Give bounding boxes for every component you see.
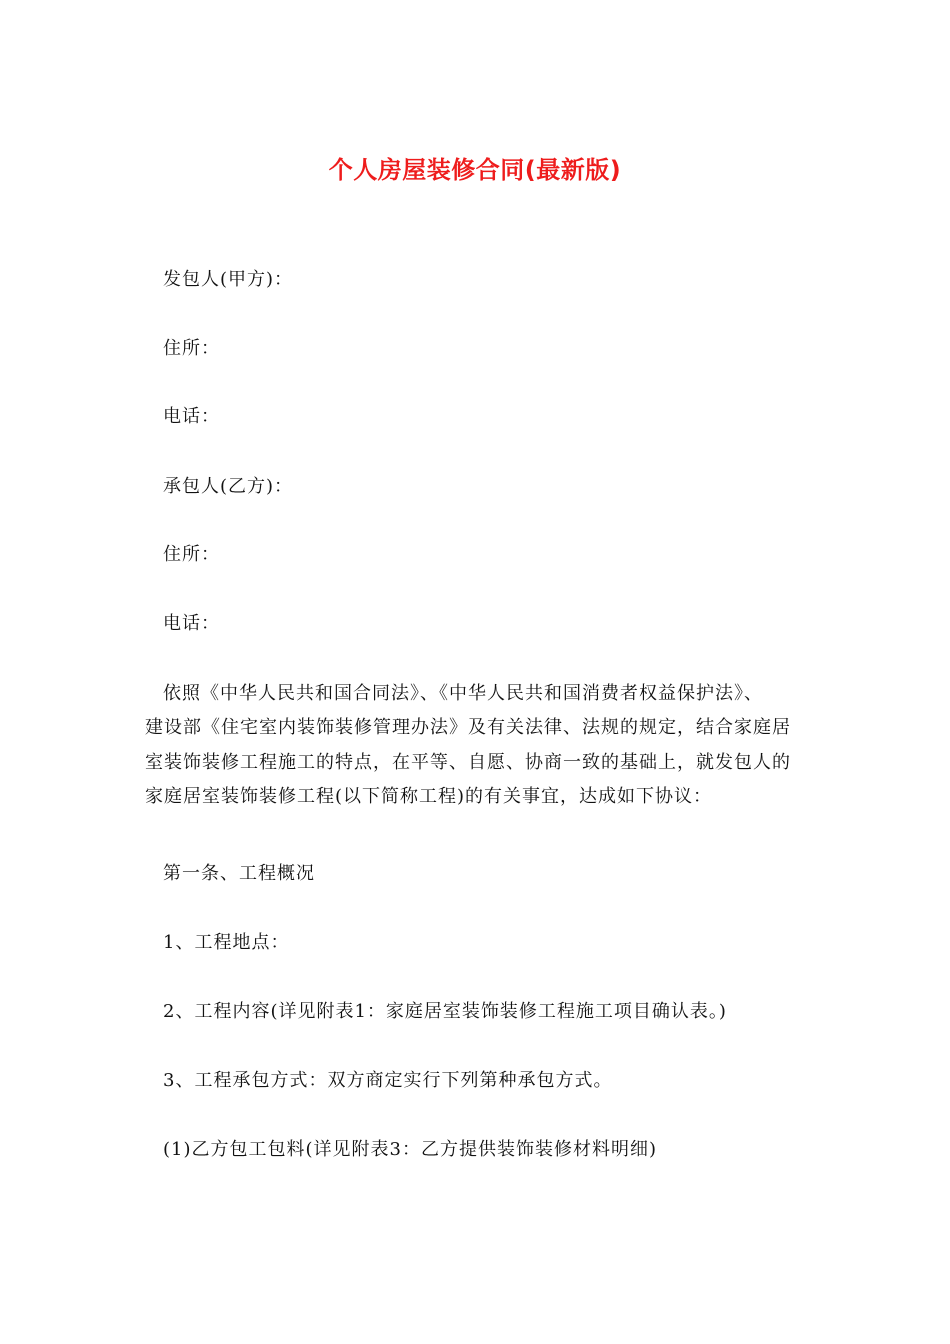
preamble-paragraph: [145, 677, 805, 814]
article-1-item-2: 2、工程内容(详见附表1：家庭居室装饰装修工程施工项目确认表。): [163, 1001, 727, 1022]
party-b-label: 承包人(乙方)：: [163, 476, 294, 497]
party-a-address-label: 住所：: [163, 338, 220, 359]
article-1-item-3-1: (1)乙方包工包料(详见附表3：乙方提供装饰装修材料明细): [163, 1139, 657, 1160]
party-a-phone-label: 电话：: [163, 406, 220, 427]
preamble-line: 建设部《住宅室内装饰装修管理办法》及有关法律、法规的规定，结合家庭居: [145, 717, 791, 739]
party-b-phone-label: 电话：: [163, 613, 220, 634]
document-title: 个人房屋装修合同(最新版): [328, 156, 622, 184]
article-1-heading: 第一条、工程概况: [163, 863, 315, 884]
preamble-line: 室装饰装修工程施工的特点，在平等、自愿、协商一致的基础上，就发包人的: [145, 751, 791, 773]
party-b-address-label: 住所：: [163, 544, 220, 565]
preamble-line: 依照《中华人民共和国合同法》、《中华人民共和国消费者权益保护法》、: [163, 683, 763, 704]
preamble-line: 家庭居室装饰装修工程(以下简称工程)的有关事宜，达成如下协议：: [145, 785, 713, 807]
article-1-item-3: 3、工程承包方式：双方商定实行下列第种承包方式。: [163, 1070, 613, 1091]
article-1-item-1: 1、工程地点：: [163, 932, 290, 953]
party-a-label: 发包人(甲方)：: [163, 269, 294, 290]
